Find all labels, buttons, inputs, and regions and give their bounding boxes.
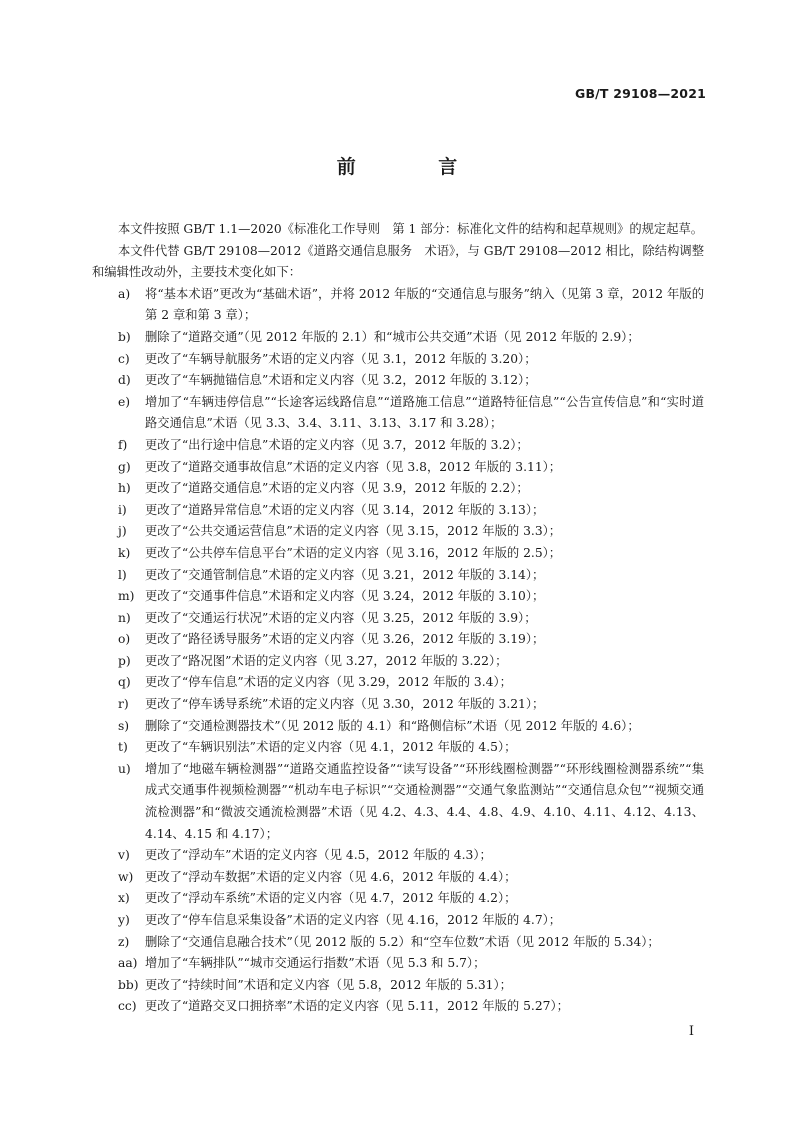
list-item-marker: m) <box>118 589 135 604</box>
list-item-marker: l) <box>118 567 127 582</box>
list-item-marker: d) <box>118 373 131 388</box>
list-item-marker: i) <box>118 502 127 517</box>
list-item-marker: e) <box>118 394 131 409</box>
list-item <box>92 370 704 392</box>
list-item <box>92 521 704 543</box>
list-item <box>92 349 704 371</box>
list-item <box>92 910 704 932</box>
list-item-marker: r) <box>118 697 129 712</box>
list-item <box>92 565 704 587</box>
list-item-text: 更改了“道路交通事故信息”术语的定义内容（见 3.8，2012 年版的 3.11）； <box>145 459 562 474</box>
list-item-text: 更改了“交通事件信息”术语和定义内容（见 3.24，2012 年版的 3.10）； <box>145 589 545 604</box>
list-item-marker: y) <box>118 913 130 927</box>
list-item <box>92 327 704 349</box>
list-item-marker: o) <box>118 632 131 647</box>
list-item-text: 更改了“路况图”术语的定义内容（见 3.27，2012 年版的 3.22）； <box>145 653 508 668</box>
list-item <box>92 953 704 975</box>
list-item-text: 更改了“停车信息采集设备”术语的定义内容（见 4.16，2012 年版的 4.7）； <box>145 913 562 927</box>
list-item-marker: p) <box>118 653 131 668</box>
intro-paragraph: 本文件按照 GB/T 1.1—2020《标准化工作导则 第 1 部分：标准化文件的结构和起草规则》的规定起草。 <box>118 222 704 236</box>
list-item-text: 更改了“路径诱导服务”术语的定义内容（见 3.26，2012 年版的 3.19）； <box>145 632 545 647</box>
list-item-text: 更改了“停车信息”术语的定义内容（见 3.29，2012 年版的 3.4）； <box>145 675 512 690</box>
list-item-text: 更改了“车辆识别法”术语的定义内容（见 4.1，2012 年版的 4.5）； <box>145 740 517 755</box>
list-item <box>92 845 704 867</box>
list-item-marker: t) <box>118 740 128 755</box>
list-item-text: 更改了“停车诱导系统”术语的定义内容（见 3.30，2012 年版的 3.21）； <box>145 697 545 712</box>
list-item-text: 更改了“浮动车数据”术语的定义内容（见 4.6，2012 年版的 4.4）； <box>145 869 517 884</box>
list-item <box>92 716 704 738</box>
list-item-text: 更改了“公共交通运营信息”术语的定义内容（见 3.15，2012 年版的 3.3）； <box>145 524 562 539</box>
list-item-marker: k) <box>118 545 131 560</box>
list-item <box>92 867 704 889</box>
list-item-text: 更改了“持续时间”术语和定义内容（见 5.8，2012 年版的 5.31）； <box>145 977 512 992</box>
change-list <box>92 284 704 1018</box>
list-item <box>92 478 704 500</box>
list-item-text: 增加了“车辆排队”“城市交通运行指数”术语（见 5.3 和 5.7）； <box>145 956 486 971</box>
intro-paragraph: 本文件代替 GB/T 29108—2012《道路交通信息服务 术语》，与 GB/T 29108—2012 相比，除结构调整和编辑性改动外，主要技术变化如下： <box>92 243 704 280</box>
list-item-text: 更改了“车辆导航服务”术语的定义内容（见 3.1，2012 年版的 3.20）； <box>145 351 537 366</box>
list-item <box>92 586 704 608</box>
list-item <box>92 737 704 759</box>
list-item-text: 更改了“浮动车系统”术语的定义内容（见 4.7，2012 年版的 4.2）； <box>145 891 517 906</box>
list-item-text: 更改了“出行途中信息”术语的定义内容（见 3.7，2012 年版的 3.2）； <box>145 437 529 452</box>
list-item-marker: x) <box>118 891 130 906</box>
list-item-marker: q) <box>118 675 131 690</box>
list-item-text: 更改了“道路交通信息”术语的定义内容（见 3.9，2012 年版的 2.2）； <box>145 481 529 496</box>
list-item-marker: j) <box>118 524 127 539</box>
list-item <box>92 457 704 479</box>
list-item-marker: s) <box>118 718 130 733</box>
list-item <box>92 694 704 716</box>
list-item-text: 更改了“道路交叉口拥挤率”术语的定义内容（见 5.11，2012 年版的 5.27）； <box>145 999 569 1014</box>
list-item <box>92 284 704 327</box>
list-item-marker: c) <box>118 351 130 366</box>
document-body <box>92 219 704 1018</box>
list-item <box>92 759 704 845</box>
list-item <box>92 435 704 457</box>
list-item-marker: h) <box>118 481 131 496</box>
list-item <box>92 996 704 1018</box>
list-item-marker: b) <box>118 329 131 344</box>
list-item-marker: z) <box>118 934 130 949</box>
list-item <box>92 608 704 630</box>
page-number: I <box>688 1024 694 1039</box>
list-item-marker: u) <box>118 761 131 776</box>
list-item-text: 将“基本术语”更改为“基础术语”，并将 2012 年版的“交通信息与服务”纳入（见第 3 章，2012 年版的第 2 章和第 3 章）； <box>145 286 704 323</box>
standard-code: GB/T 29108—2021 <box>574 86 706 101</box>
list-item-marker: f) <box>118 437 128 452</box>
list-item-text: 增加了“车辆违停信息”“长途客运线路信息”“道路施工信息”“道路特征信息”“公告宣传信息”和“实时道路交通信息”术语（见 3.3、3.4、3.11、3.13、3.17 和 3.28）； <box>145 394 704 431</box>
list-item-text: 更改了“交通运行状况”术语的定义内容（见 3.25，2012 年版的 3.9）； <box>145 610 537 625</box>
list-item <box>92 392 704 435</box>
list-item-marker: w) <box>118 869 134 884</box>
list-item-text: 更改了“道路异常信息”术语的定义内容（见 3.14，2012 年版的 3.13）； <box>145 502 545 517</box>
list-item-marker: bb) <box>118 977 139 992</box>
list-item-marker: a) <box>118 286 131 301</box>
list-item <box>92 672 704 694</box>
list-item <box>92 932 704 954</box>
list-item-marker: n) <box>118 610 131 625</box>
list-item-text: 更改了“公共停车信息平台”术语的定义内容（见 3.16，2012 年版的 2.5）； <box>145 545 562 560</box>
list-item-marker: aa) <box>118 956 138 971</box>
list-item-marker: cc) <box>118 999 137 1014</box>
list-item-marker: g) <box>118 459 131 474</box>
list-item <box>92 500 704 522</box>
list-item <box>92 975 704 997</box>
list-item <box>92 888 704 910</box>
list-item <box>92 543 704 565</box>
list-item-marker: v) <box>118 848 130 863</box>
list-item-text: 更改了“车辆抛锚信息”术语和定义内容（见 3.2，2012 年版的 3.12）； <box>145 373 537 388</box>
page-title: 前 言 <box>336 156 496 178</box>
list-item-text: 删除了“道路交通”（见 2012 年版的 2.1）和“城市公共交通”术语（见 2012 年版的 2.9）； <box>145 329 640 344</box>
list-item-text: 删除了“交通信息融合技术”（见 2012 版的 5.2）和“空车位数”术语（见 2012 年版的 5.34）； <box>145 934 660 949</box>
list-item-text: 删除了“交通检测器技术”（见 2012 版的 4.1）和“路侧信标”术语（见 2012 年版的 4.6）； <box>145 718 640 733</box>
list-item <box>92 651 704 673</box>
list-item-text: 更改了“交通管制信息”术语的定义内容（见 3.21，2012 年版的 3.14）； <box>145 567 545 582</box>
list-item <box>92 629 704 651</box>
list-item-text: 增加了“地磁车辆检测器”“道路交通监控设备”“读写设备”“环形线圈检测器”“环形线圈检测器系统”“集成式交通事件视频检测器”“机动车电子标识”“交通检测器”“交通气象监测站”“交通信息众包”“视频交通流检测器”和“微波交通流检测器”术语（见 4.2、4.3、4.4、4.8、4.9、4.10、4.11、4.12、4.13、4.14、4.15 和 4.17）； <box>145 761 704 841</box>
list-item-text: 更改了“浮动车”术语的定义内容（见 4.5，2012 年版的 4.3）； <box>145 848 492 863</box>
